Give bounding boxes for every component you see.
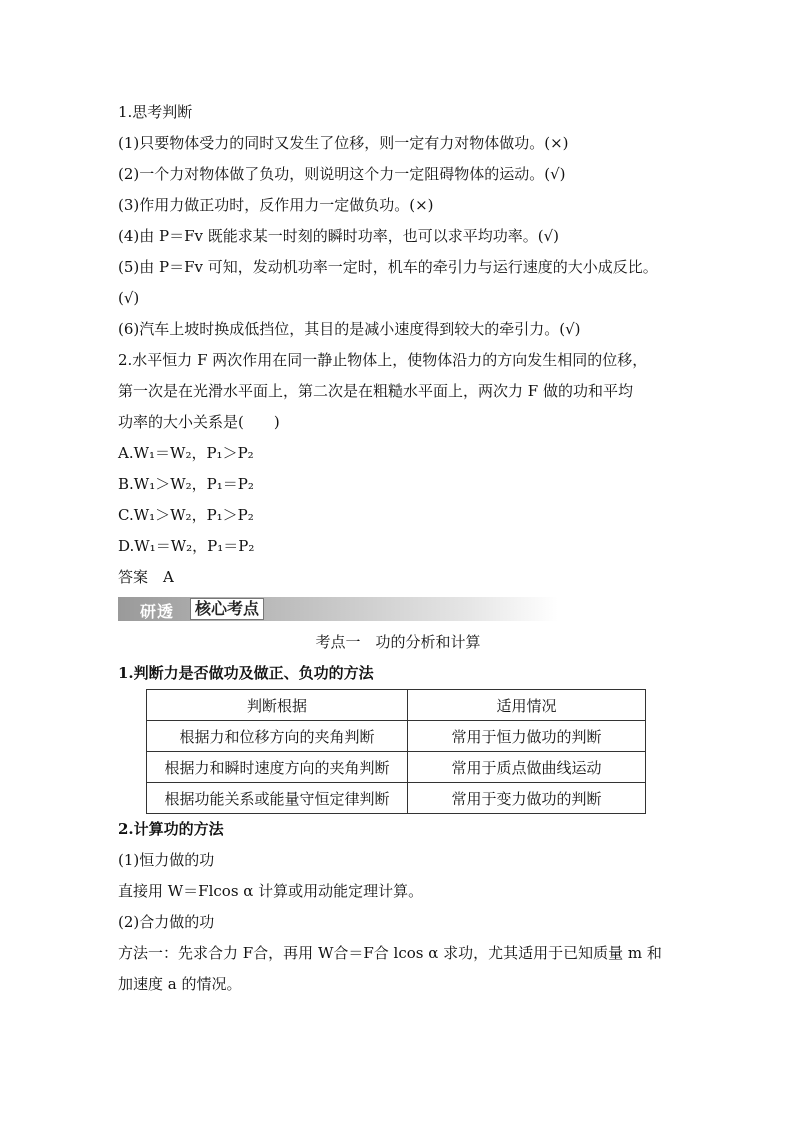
table-cell: 常用于质点做曲线运动: [408, 752, 646, 783]
q2-answer: 答案 A: [118, 568, 174, 586]
table-cell: 常用于恒力做功的判断: [408, 721, 646, 752]
q1-item-6: (6)汽车上坡时换成低挡位，其目的是减小速度得到较大的牵引力。(√): [118, 320, 581, 338]
table-cell: 根据力和瞬时速度方向的夹角判断: [147, 752, 408, 783]
q1-item-3: (3)作用力做正功时，反作用力一定做负功。(×): [118, 196, 434, 214]
body-line-2: 直接用 W＝Flcos α 计算或用动能定理计算。: [118, 882, 424, 900]
table-cell: 根据力和位移方向的夹角判断: [147, 721, 408, 752]
table-row: [147, 783, 646, 814]
q1-title: 1.思考判断: [118, 103, 193, 121]
subsection-1-title: 1.判断力是否做功及做正、负功的方法: [118, 664, 374, 682]
table-header: 适用情况: [408, 690, 646, 721]
table-row: [147, 721, 646, 752]
table-cell: 根据功能关系或能量守恒定律判断: [147, 783, 408, 814]
q2-stem-1: 2.水平恒力 F 两次作用在同一静止物体上，使物体沿力的方向发生相同的位移，: [118, 351, 648, 369]
subsection-2-title: 2.计算功的方法: [118, 820, 224, 838]
table-cell: 常用于变力做功的判断: [408, 783, 646, 814]
q2-stem-3: 功率的大小关系是( ): [118, 413, 280, 431]
q1-item-4: (4)由 P＝Fv 既能求某一时刻的瞬时功率，也可以求平均功率。(√): [118, 227, 560, 245]
q1-item-5: (5)由 P＝Fv 可知，发动机功率一定时，机车的牵引力与运行速度的大小成反比。: [118, 258, 658, 276]
document-page: [118, 97, 678, 1000]
table-header-row: [147, 690, 646, 721]
criteria-table: [146, 689, 646, 814]
section-banner: [118, 597, 558, 621]
q2-option-d: D.W₁＝W₂，P₁＝P₂: [118, 537, 255, 555]
body-line-4: 方法一：先求合力 F合，再用 W合＝F合 lcos α 求功，尤其适用于已知质量 m 和: [118, 944, 662, 962]
body-line-3: (2)合力做的功: [118, 913, 215, 931]
q1-item-5-answer: (√): [118, 289, 140, 307]
banner-right: 核心考点: [190, 598, 264, 620]
q2-option-a: A.W₁＝W₂，P₁＞P₂: [118, 444, 254, 462]
table-row: [147, 752, 646, 783]
table-header: 判断根据: [147, 690, 408, 721]
body-line-5: 加速度 a 的情况。: [118, 975, 242, 993]
q2-option-c: C.W₁＞W₂，P₁＞P₂: [118, 506, 254, 524]
q1-item-2: (2)一个力对物体做了负功，则说明这个力一定阻碍物体的运动。(√): [118, 165, 566, 183]
q2-stem-2: 第一次是在光滑水平面上，第二次是在粗糙水平面上，两次力 F 做的功和平均: [118, 382, 633, 400]
banner-left: 研透: [140, 602, 175, 621]
body-line-1: (1)恒力做的功: [118, 851, 215, 869]
section-title: 考点一 功的分析和计算: [315, 633, 481, 651]
q1-item-1: (1)只要物体受力的同时又发生了位移，则一定有力对物体做功。(×): [118, 134, 569, 152]
q2-option-b: B.W₁＞W₂，P₁＝P₂: [118, 475, 254, 493]
